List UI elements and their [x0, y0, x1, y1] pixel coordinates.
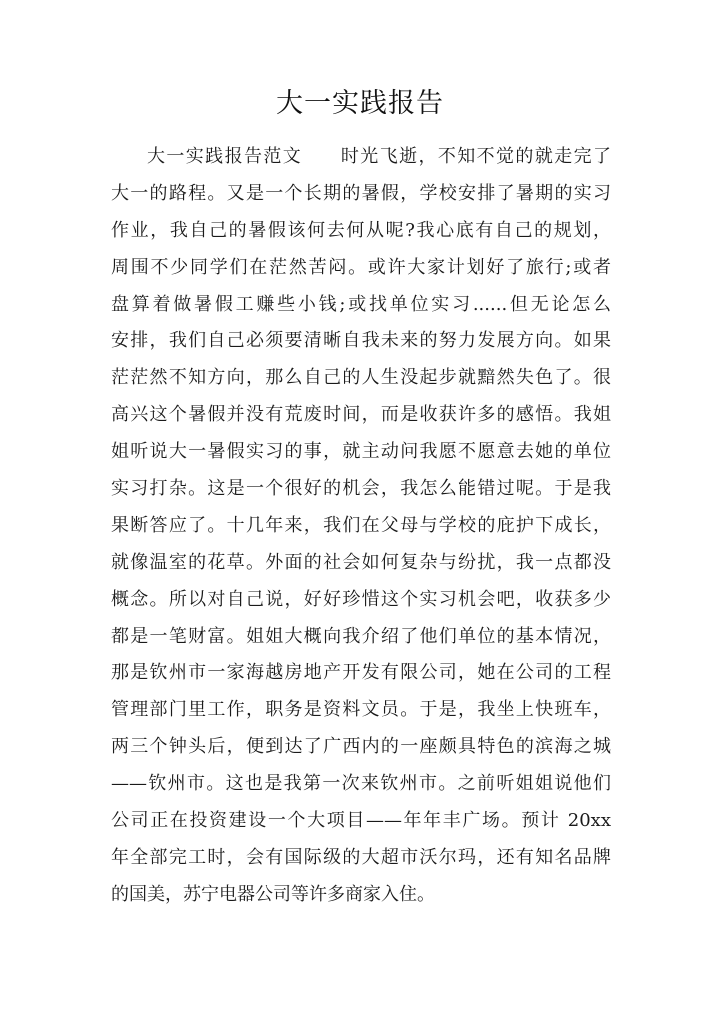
body-line: 安排，我们自己必须要清晰自我未来的努力发展方向。如果: [111, 330, 611, 352]
body-line: 姐听说大一暑假实习的事，就主动问我愿不愿意去她的单位: [111, 441, 611, 463]
body-line: 年全部完工时，会有国际级的大超市沃尔玛，还有知名品牌: [111, 846, 611, 868]
document-title: 大一实践报告: [276, 88, 444, 119]
body-line: 概念。所以对自己说，好好珍惜这个实习机会吧，收获多少: [111, 588, 611, 610]
body-line: 都是一笔财富。姐姐大概向我介绍了他们单位的基本情况，: [111, 625, 611, 647]
body-line: 作业，我自己的暑假该何去何从呢?我心底有自己的规划，: [111, 219, 611, 241]
body-line: 大一的路程。又是一个长期的暑假，学校安排了暑期的实习: [111, 182, 611, 204]
body-line: 公司正在投资建设一个大项目——年年丰广场。预计 20xx: [111, 810, 611, 832]
body-line: 的国美，苏宁电器公司等许多商家入住。: [111, 883, 435, 905]
body-line: 就像温室的花草。外面的社会如何复杂与纷扰，我一点都没: [111, 551, 611, 573]
body-line: 盘算着做暑假工赚些小钱;或找单位实习......但无论怎么: [111, 293, 611, 315]
body-line: 大一实践报告范文 时光飞逝，不知不觉的就走完了: [147, 146, 611, 167]
body-line: 那是钦州市一家海越房地产开发有限公司，她在公司的工程: [111, 662, 611, 684]
body-line: 果断答应了。十几年来，我们在父母与学校的庇护下成长，: [111, 514, 611, 536]
document-body: [111, 139, 611, 914]
body-line: 茫茫然不知方向，那么自己的人生没起步就黯然失色了。很: [111, 367, 611, 389]
body-line: 实习打杂。这是一个很好的机会，我怎么能错过呢。于是我: [111, 478, 611, 500]
body-line: ——钦州市。这也是我第一次来钦州市。之前听姐姐说他们: [111, 773, 611, 795]
body-line: 周围不少同学们在茫然苦闷。或许大家计划好了旅行;或者: [111, 256, 611, 278]
body-line: 高兴这个暑假并没有荒废时间，而是收获许多的感悟。我姐: [111, 404, 611, 426]
body-line: 管理部门里工作，职务是资料文员。于是，我坐上快班车，: [111, 699, 611, 721]
body-line: 两三个钟头后，便到达了广西内的一座颇具特色的滨海之城: [111, 736, 611, 758]
